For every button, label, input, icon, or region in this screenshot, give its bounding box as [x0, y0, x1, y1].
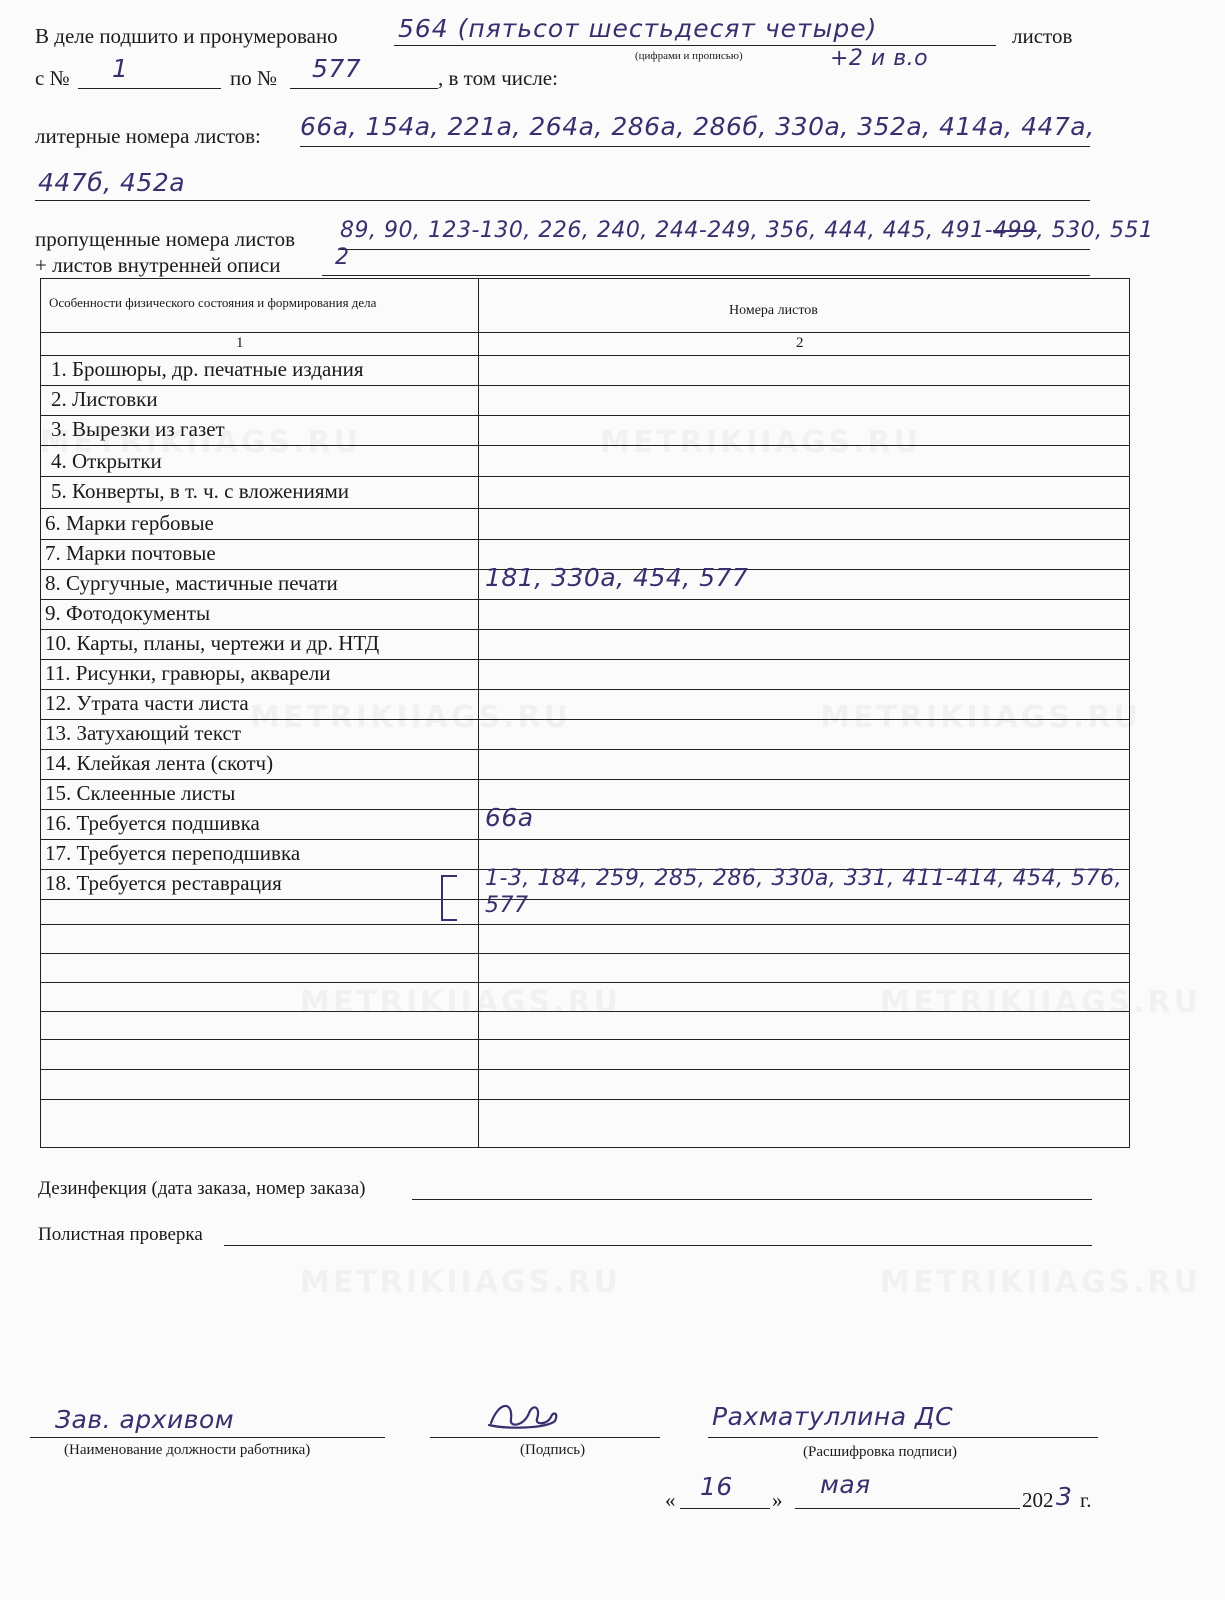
date-day: 16 — [700, 1472, 733, 1501]
row-label: 17. Требуется переподшивка — [45, 841, 301, 865]
literal-pages-value-2: 447б, 452а — [38, 168, 186, 197]
literal-pages-label: литерные номера листов: — [35, 124, 261, 148]
pages-count-handwritten: 564 (пятьсот шестьдесят четыре) — [398, 14, 878, 43]
row-label: 9. Фотодокументы — [45, 601, 211, 625]
pages-suffix-label: листов — [1012, 24, 1073, 48]
row-label: 14. Клейкая лента (скотч) — [45, 751, 274, 775]
date-close-quote: » — [772, 1488, 783, 1512]
range-from-value: 1 — [112, 54, 129, 83]
position-caption: (Наименование должности работника) — [64, 1442, 311, 1458]
missing-pages-label: пропущенные номера листов — [35, 227, 295, 251]
missing-pages-value: 89, 90, 123-130, 226, 240, 244-249, 356, 444, 445, 491-499, 530, 551 — [340, 218, 1154, 243]
row-value: 66а — [485, 803, 534, 832]
col1-header: Особенности физического состояния и формирования дела — [49, 295, 377, 310]
pages-count-label: В деле подшито и пронумеровано — [35, 24, 338, 48]
row-value: 1-3, 184, 259, 285, 286, 330а, 331, 411-414, 454, 576, — [485, 866, 1123, 891]
date-year-prefix: 202 — [1022, 1488, 1054, 1512]
row-label: 4. Открытки — [51, 449, 162, 473]
position-handwritten: Зав. архивом — [55, 1405, 235, 1434]
row-label: 15. Склеенные листы — [45, 781, 236, 805]
range-from-label: с № — [35, 66, 70, 90]
date-month: мая — [820, 1470, 871, 1499]
watermark — [300, 1265, 621, 1300]
watermark — [880, 1265, 1201, 1300]
signature-caption: (Подпись) — [520, 1442, 586, 1458]
row-label: 18. Требуется реставрация — [45, 871, 282, 895]
row-label: 3. Вырезки из газет — [51, 417, 225, 441]
date-open-quote: « — [665, 1488, 676, 1512]
inner-inventory-label: + листов внутренней описи — [35, 253, 281, 277]
literal-pages-value-1: 66а, 154а, 221а, 264а, 286а, 286б, 330а, 352а, 414а, 447а, — [300, 112, 1095, 141]
row-label: 13. Затухающий текст — [45, 721, 242, 745]
name-handwritten: Рахматуллина ДС — [712, 1402, 954, 1431]
row-label: 11. Рисунки, гравюры, акварели — [45, 661, 331, 685]
page-check-label: Полистная проверка — [38, 1224, 203, 1245]
row-label: 12. Утрата части листа — [45, 691, 249, 715]
row-label: 1. Брошюры, др. печатные издания — [51, 357, 364, 381]
row-label: 7. Марки почтовые — [45, 541, 216, 565]
physical-state-table — [40, 278, 1130, 1148]
row-label: 6. Марки гербовые — [45, 511, 214, 535]
row-label: 16. Требуется подшивка — [45, 811, 260, 835]
bracket-mark — [441, 875, 457, 921]
row-label: 10. Карты, планы, чертежи и др. НТД — [45, 631, 380, 655]
range-suffix-label: , в том числе: — [438, 66, 558, 90]
col2-header: Номера листов — [729, 303, 818, 318]
pages-extra-handwritten: +2 и в.о — [830, 46, 929, 71]
col1-number: 1 — [236, 335, 244, 351]
digits-words-caption: (цифрами и прописью) — [635, 50, 743, 62]
name-caption: (Расшифровка подписи) — [803, 1444, 957, 1460]
row-label: 2. Листовки — [51, 387, 158, 411]
range-to-value: 577 — [312, 54, 362, 83]
range-to-label: по № — [230, 66, 278, 90]
date-year-digit: 3 — [1056, 1482, 1073, 1511]
inner-inventory-value: 2 — [335, 245, 350, 270]
col2-number: 2 — [796, 335, 804, 351]
row-label: 8. Сургучные, мастичные печати — [45, 571, 338, 595]
row-label: 5. Конверты, в т. ч. с вложениями — [51, 479, 350, 503]
row-value: 181, 330а, 454, 577 — [485, 563, 749, 592]
disinfection-label: Дезинфекция (дата заказа, номер заказа) — [38, 1178, 366, 1199]
row-18-continuation: 577 — [485, 893, 529, 918]
signature-image — [485, 1395, 565, 1435]
date-year-suffix: г. — [1080, 1488, 1092, 1512]
